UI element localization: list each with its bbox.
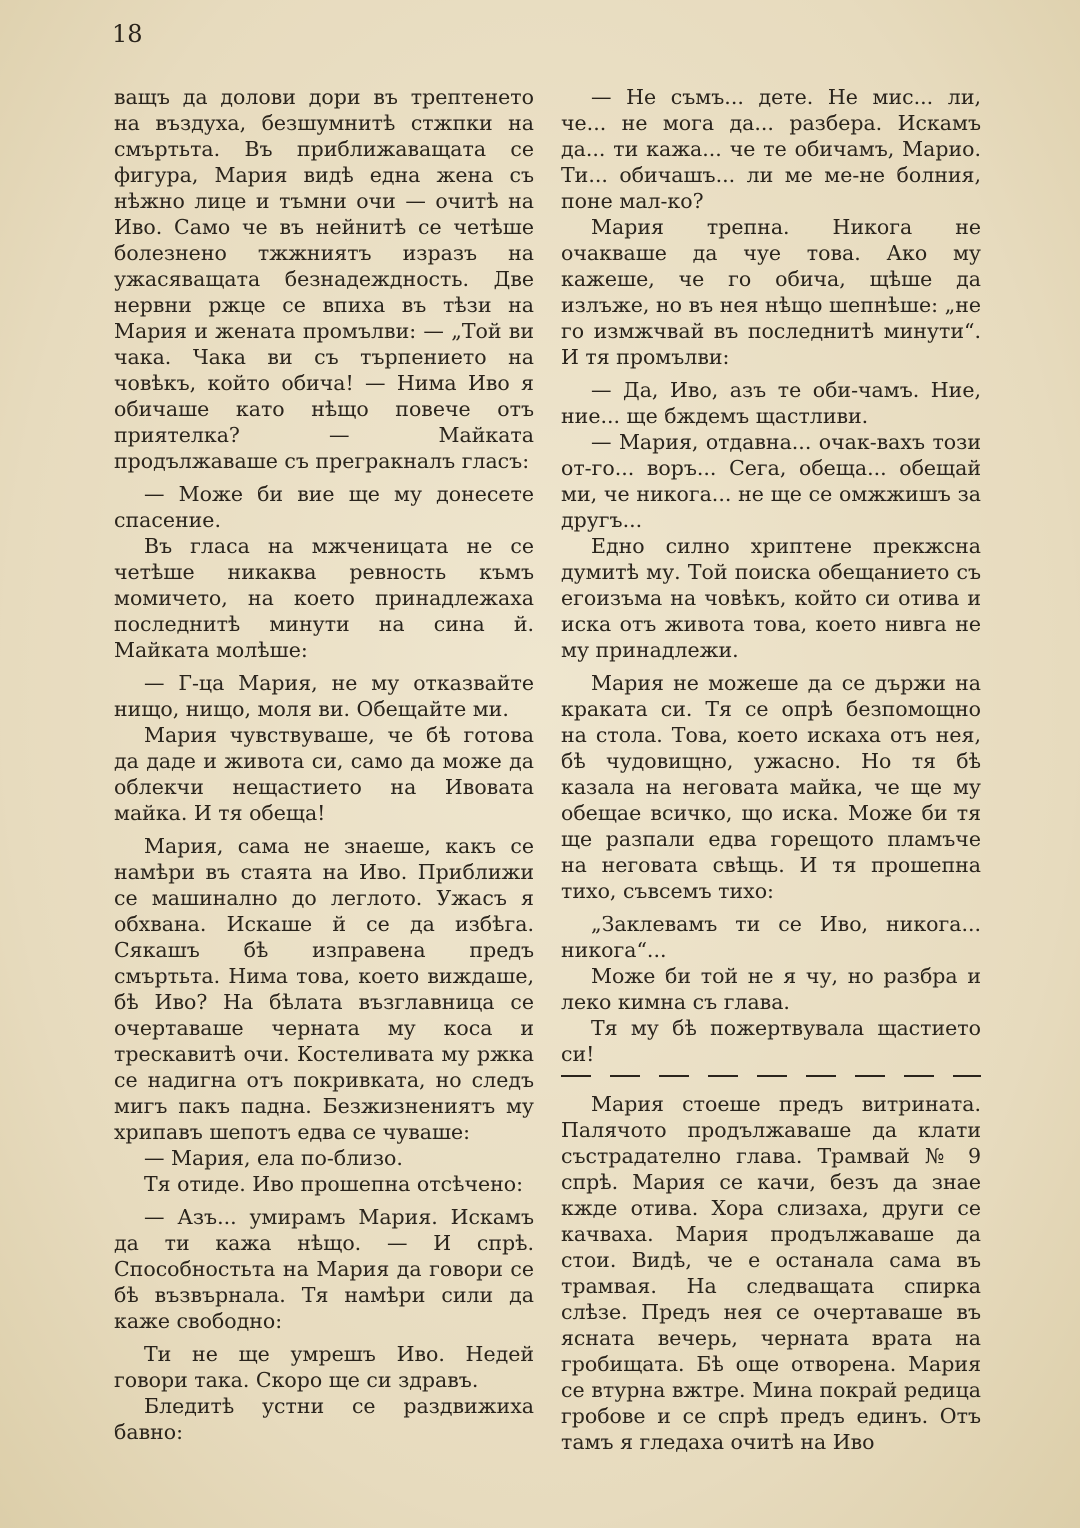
paragraph: Тя отиде. Иво прошепна отсѣчено:: [144, 1172, 524, 1196]
paragraph: — Мария, отдавна... очак-вахъ този от-го... воръ... Сега, обеща... обещай ми, че никога... не ще се омжжишъ за другъ...: [561, 430, 981, 532]
paragraph: Мария стоеше предъ витрината. Палячото продължаваше да клати състрадателно глава. Трамвай № 9 спрѣ. Мария се качи, безъ да знае кжде отива. Хора слизаха, други се качваха. Мария продължаваше да стои. Видѣ, че е останала сама въ трамвая. На следващата спирка слѣзе. Предъ нея се очертаваше въ ясната вечерь, черната врата на гробищата. Бѣ още отворена. Мария се втурна вжтре. Мина покрай редица гробове и се спрѣ предъ единъ. Отъ тамъ я гледаха очитѣ на Иво: [561, 1092, 981, 1454]
paragraph: „Заклевамъ ти се Иво, никога... никога“...: [561, 912, 981, 962]
page-number: 18: [112, 20, 143, 48]
paragraph: ващъ да долови дори въ трептенето на въздуха, безшумнитѣ стжпки на смъртьта. Въ приближаващата се фигура, Мария видѣ една жена съ нѣжно лице и тъмни очи — очитѣ на Иво. Само че въ нейнитѣ се четѣше болезнено тжжниятъ изразъ на ужасяващата безнадеждность. Две нервни ржце се впиха въ тѣзи на Мария и жената промълви: — „Той ви чака. Чака ви съ търпението на човѣкъ, който обича! — Нима Иво я обичаше като нѣщо повече отъ приятелка? — Майката продължаваше съ прегракналъ гласъ:: [114, 85, 534, 473]
paragraph: Мария чувствуваше, че бѣ готова да даде и живота си, само да може да облекчи нещастието на Ивовата майка. И тя обеща!: [114, 723, 534, 825]
paragraph: — Азъ... умирамъ Мария. Искамъ да ти кажа нѣщо. — И спрѣ. Способностьта на Мария да говори се бѣ възвърнала. Тя намѣри сили да каже свободно:: [114, 1205, 534, 1333]
paragraph: Едно силно хриптене прекжсна думитѣ му. Той поиска обещанието съ егоизъма на човѣкъ, който си отива и иска отъ живота това, което нивга не му принадлежи.: [561, 534, 981, 662]
paragraph: — Не съмъ... дете. Не мис... ли, че... не мога да... разбера. Искамъ да... ти кажа... че те обичамъ, Марио. Ти... обичашъ... ли ме ме-не болния, поне мал-ко?: [561, 85, 981, 213]
paragraph: Мария трепна. Никога не очакваше да чуе това. Ако му кажеше, че го обича, щѣше да излъже, но въ нея нѣщо шепнѣше: „не го измжчвай въ последнитѣ минути“. И тя промълви:: [561, 215, 981, 369]
paragraph: — Да, Иво, азъ те оби-чамъ. Ние, ние... ще бждемъ щастливи.: [561, 378, 981, 428]
paragraph: — Мария, ела по-близо.: [144, 1146, 403, 1170]
paragraph: Ти не ще умрешъ Иво. Недей говори така. Скоро ще си здравъ.: [114, 1342, 534, 1392]
paragraph: Въ гласа на мжченицата не се четѣше никаква ревность къмъ момичето, на което принадлежаха последнитѣ минути на сина й. Майката молѣше:: [114, 534, 534, 662]
paragraph: Тя му бѣ пожертвувала щастието си!: [561, 1016, 981, 1066]
section-separator: [561, 1075, 981, 1077]
paragraph: Мария, сама не знаеше, какъ се намѣри въ стаята на Иво. Приближи се машинално до леглото. Ужасъ я обхвана. Искаше й се да избѣга. Сякашъ бѣ изправена предъ смъртьта. Нима това, което виждаше, бѣ Иво? На бѣлата възглавница се очертаваше черната му коса и трескавитѣ очи. Костеливата му ржка се надигна отъ покривката, но следъ мигъ пакъ падна. Безжизнениятъ му хрипавъ шепотъ едва се чуваше:: [114, 834, 534, 1144]
paragraph: Бледитѣ устни се раздвижиха бавно:: [114, 1394, 534, 1444]
paragraph: — Може би вие ще му донесете спасение.: [114, 482, 534, 532]
paragraph: Може би той не я чу, но разбра и леко кимна съ глава.: [561, 964, 981, 1014]
right-column: [561, 84, 981, 1455]
paragraph: — Г-ца Мария, не му отказвайте нищо, нищо, моля ви. Обещайте ми.: [114, 671, 534, 721]
paragraph: Мария не можеше да се държи на краката си. Тя се опрѣ безпомощно на стола. Това, което искаха отъ нея, бѣ чудовищно, ужасно. Но тя бѣ казала на неговата майка, че ще му обещае всичко, що иска. Може би тя ще разпали едва горещото пламъче на неговата свѣщь. И тя прошепна тихо, съвсемъ тихо:: [561, 671, 981, 903]
left-column: [114, 84, 534, 1445]
